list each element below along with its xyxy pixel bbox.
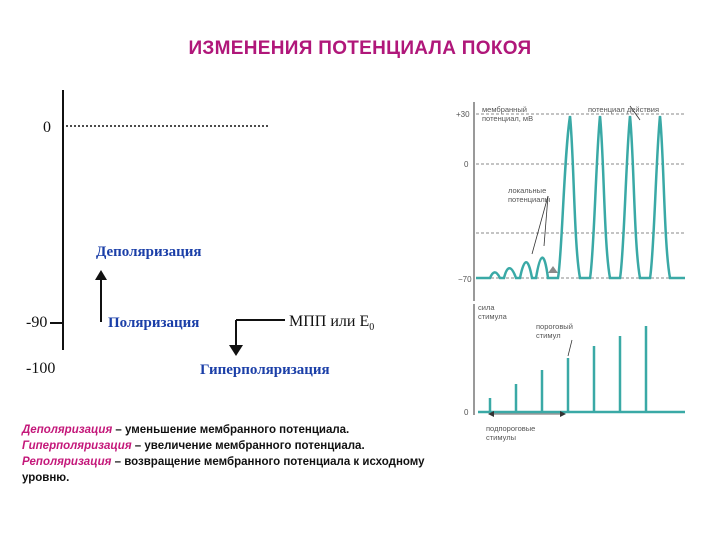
- tick-m70: −70: [458, 275, 472, 284]
- label-membrane: мембранный потенциал, мВ: [482, 105, 534, 123]
- mpp-sub: 0: [369, 322, 375, 334]
- label-threshold: пороговый стимул: [536, 322, 573, 340]
- tick-p30: +30: [456, 110, 470, 119]
- mpp-prefix: МПП или E: [289, 313, 370, 330]
- definitions: [22, 422, 452, 486]
- label-subthreshold: подпороговые стимулы: [486, 424, 536, 442]
- polarization-label: Поляризация: [108, 315, 200, 331]
- zero-dotted-line: [62, 124, 268, 128]
- minus100-label: -100: [26, 360, 56, 377]
- arrow-up-icon: [94, 270, 108, 324]
- page-title: ИЗМЕНЕНИЯ ПОТЕНЦИАЛА ПОКОЯ: [188, 38, 532, 59]
- definition-hyperpolarization: Гиперполяризация – увеличение мембранного потенциала.: [22, 440, 365, 452]
- definition-depolarization: Деполяризация – уменьшение мембранного потенциала.: [22, 424, 350, 436]
- minus90-label: -90: [26, 314, 48, 331]
- depolarization-label: Деполяризация: [96, 244, 202, 260]
- definition-repolarization: Реполяризация – возвращение мембранного потенциала к исходному уровню.: [22, 456, 425, 484]
- label-local: локальные потенциалы: [508, 186, 551, 204]
- minus90-tick: [50, 322, 64, 324]
- tick-0: 0: [464, 160, 469, 169]
- mpp-label: [289, 313, 374, 333]
- label-strength: сила стимула: [478, 303, 507, 321]
- arrow-down-icon: [226, 318, 286, 358]
- label-action: потенциал действия: [588, 105, 660, 114]
- hyperpolarization-label: Гиперполяризация: [200, 362, 330, 378]
- zero-label: 0: [43, 119, 51, 136]
- vertical-axis: [62, 90, 64, 350]
- stim-tick-0: 0: [464, 408, 469, 417]
